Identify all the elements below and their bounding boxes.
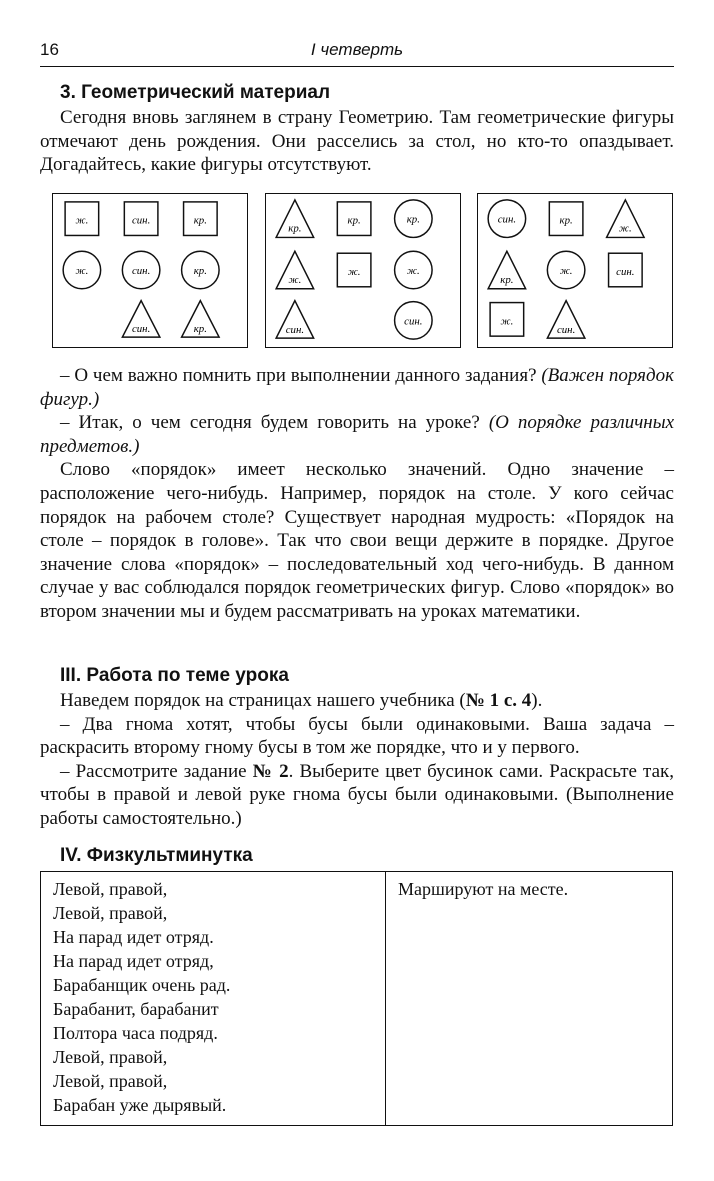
verse-line: Барабанщик очень рад. [53, 975, 231, 995]
verse-line: Левой, правой, [53, 1047, 168, 1067]
shape-label: ж. [559, 264, 573, 277]
shape-label: кр. [347, 214, 361, 227]
page-number: 16 [40, 40, 59, 59]
table-row [41, 872, 673, 1126]
shape-label: кр. [500, 273, 514, 286]
intro-paragraph: Сегодня вновь заглянем в страну Геометрию. Там геометрические фигуры отмечают день рождения. Они расселись за стол, но кто-то опаздывает. Догадайтесь, какие фигуры отсутствуют. [40, 107, 674, 176]
dialogue-question-1 [40, 364, 674, 411]
figure-panel-1 [52, 193, 248, 348]
answer-text: (Важен порядок фигур.) [40, 365, 675, 410]
verse-line: Полтора часа подряд. [53, 1023, 218, 1043]
shape-label: син. [404, 315, 423, 328]
section-iii-body [40, 689, 674, 831]
shape-label: кр. [193, 323, 207, 336]
text-run: – Рассмотрите задание [60, 760, 253, 782]
shape-label: син. [285, 324, 305, 337]
shape-label: ж. [75, 264, 89, 277]
figure-panel-2-drawing [266, 194, 460, 347]
shape-label: син. [131, 214, 151, 227]
shape-label: син. [616, 265, 635, 278]
section-iii-paragraph-3 [40, 760, 674, 831]
verse-cell [41, 872, 386, 1126]
shape-label: ж. [75, 214, 89, 227]
section-iii-title: III. Работа по теме урока [60, 665, 289, 686]
action-text: Маршируют на месте. [398, 879, 569, 899]
text-run: ). [531, 690, 543, 711]
verse-line: Левой, правой, [53, 903, 168, 923]
shape-label: ж. [347, 265, 361, 278]
shape-label: кр. [193, 214, 207, 227]
shape-label: син. [497, 213, 517, 226]
textbook-reference: № 1 с. 4 [465, 690, 532, 711]
text-run: . Выберите цвет бусинок сами. Раскрасьте так, чтобы в правой и левой руке гнома бусы были одинаковыми. (Выполнение работы самостоятельно.) [40, 760, 674, 829]
shape-label: ж. [288, 273, 302, 286]
verse-line: На парад идет отряд, [53, 951, 214, 971]
shape-label: кр. [288, 222, 302, 235]
verse-line: На парад идет отряд. [53, 927, 214, 947]
section-iii-paragraph-2: – Два гнома хотят, чтобы бусы были одинаковыми. Ваша задача – раскрасить второму гному бусы в том же порядке, что и у первого. [40, 713, 674, 759]
figure-panel-3-drawing [478, 194, 672, 347]
section-3-title: 3. Геометрический материал [60, 82, 331, 103]
shape-label: син. [556, 324, 576, 337]
running-title: I четверть [310, 40, 404, 59]
answer-text: (О порядке различных предметов.) [40, 412, 675, 457]
shape-label: кр. [193, 264, 207, 277]
verse-line: Левой, правой, [53, 1071, 168, 1091]
shape-label: ж. [500, 315, 514, 328]
section-iii-paragraph-1 [40, 689, 674, 713]
verse-line: Барабан уже дырявый. [53, 1095, 227, 1115]
dialogue-question-2 [40, 411, 674, 458]
verse-line: Левой, правой, [53, 879, 168, 899]
page-header [40, 40, 674, 67]
explanation-paragraph: Слово «порядок» имеет несколько значений. Одно значение – расположение чего-нибудь. Например, порядок на столе. У кого сейчас порядок на рабочем столе? Существует народная мудрость: «Порядок на столе – порядок в голове». Так что свои вещи держите в порядке. Другое значение слова «порядок» – последовательный ход чего-нибудь. В данном случае у вас соблюдался порядок геометрических фигур. Слово «порядок» во втором значении мы и будем рассматривать на уроках математики. [40, 459, 674, 622]
figure-panel-1-drawing [53, 194, 247, 347]
figure-panel-3 [477, 193, 673, 348]
figure-panel-2 [265, 193, 461, 348]
text-run: Наведем порядок на страницах нашего учебника ( [60, 690, 466, 711]
task-reference: № 2 [252, 760, 289, 782]
shape-label: кр. [559, 214, 573, 227]
shape-label: ж. [406, 264, 420, 277]
exercise-table [40, 871, 673, 1126]
question-text: – Итак, о чем сегодня будем говорить на уроке? [60, 412, 480, 434]
section-3-intro [40, 106, 674, 177]
action-cell [386, 872, 673, 1126]
shape-label: кр. [406, 213, 420, 226]
shape-label: ж. [618, 222, 632, 235]
section-iv-title: IV. Физкультминутка [60, 845, 253, 866]
question-text: – О чем важно помнить при выполнении данного задания? [60, 365, 537, 386]
dialogue-block [40, 364, 674, 624]
shape-label: син. [131, 264, 151, 277]
shape-label: син. [131, 323, 151, 336]
verse-line: Барабанит, барабанит [53, 999, 219, 1019]
